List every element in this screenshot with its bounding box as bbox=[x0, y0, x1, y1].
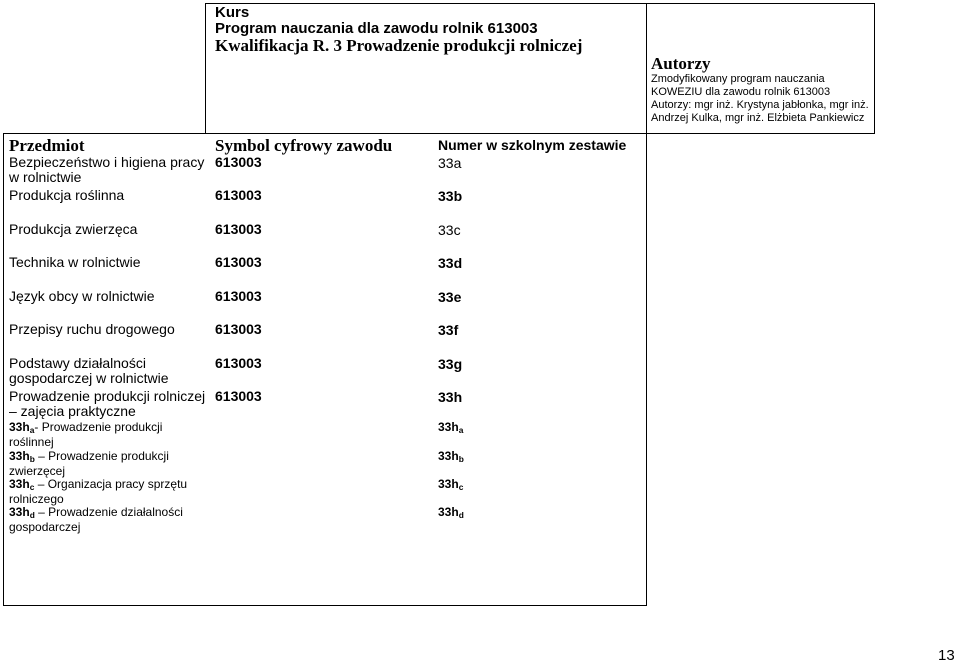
authors-line: Andrzej Kulka, mgr inż. Elżbieta Pankiewicz bbox=[651, 112, 865, 124]
rule-right-outer bbox=[874, 3, 875, 134]
subject-name: Podstawy działalności bbox=[9, 355, 146, 371]
subject-name-cont: – zajęcia praktyczne bbox=[9, 403, 136, 419]
set-number-sub: $33h_d$ bbox=[438, 505, 464, 521]
subject-name: Przepisy ruchu drogowego bbox=[9, 321, 175, 337]
set-number: 33b bbox=[438, 188, 463, 204]
set-number-sub: $33h_c$ bbox=[438, 477, 464, 493]
column-header-number: Numer w szkolnym zestawie bbox=[438, 137, 627, 153]
profession-code: 613003 bbox=[215, 221, 262, 237]
set-number: 33d bbox=[438, 255, 463, 271]
kurs-label: Kurs bbox=[215, 4, 250, 21]
practical-subitem: $33h_d$ – Prowadzenie działalności bbox=[9, 505, 183, 521]
subject-name-cont: w rolnictwie bbox=[9, 169, 82, 185]
set-number: 33e bbox=[438, 289, 462, 305]
practical-subitem-cont: gospodarczej bbox=[9, 520, 81, 534]
subject-name: Produkcja zwierzęca bbox=[9, 221, 138, 237]
set-number-sub: $33h_b$ bbox=[438, 449, 464, 465]
practical-subitem: $33h_c$ – Organizacja pracy sprzętu bbox=[9, 477, 188, 493]
column-header-subject: Przedmiot bbox=[9, 136, 85, 155]
set-number: 33f bbox=[438, 322, 459, 338]
profession-code: 613003 bbox=[215, 187, 262, 203]
rule-header-left bbox=[205, 3, 206, 134]
page-number: 13 bbox=[938, 647, 955, 663]
rule-left-outer bbox=[3, 133, 4, 606]
subject-name: Technika w rolnictwie bbox=[9, 254, 141, 270]
set-number: 33h bbox=[438, 389, 463, 405]
profession-code: 613003 bbox=[215, 321, 262, 337]
authors-line: Autorzy: mgr inż. Krystyna jabłonka, mgr inż. bbox=[651, 99, 869, 111]
profession-code: 613003 bbox=[215, 388, 262, 404]
set-number: 33a bbox=[438, 155, 462, 171]
profession-code: 613003 bbox=[215, 254, 262, 270]
column-header-code: Symbol cyfrowy zawodu bbox=[215, 136, 393, 155]
practical-subitem: $33h_b$ – Prowadzenie produkcji bbox=[9, 449, 169, 465]
program-title: Program nauczania dla zawodu rolnik 613003 bbox=[215, 20, 538, 37]
set-number: 33c bbox=[438, 222, 461, 238]
profession-code: 613003 bbox=[215, 288, 262, 304]
set-number-sub: $33h_a$ bbox=[438, 420, 464, 436]
subject-name: Prowadzenie produkcji rolniczej bbox=[9, 388, 206, 404]
rule-authors-bottom bbox=[646, 133, 875, 134]
profession-code: 613003 bbox=[215, 355, 262, 371]
subject-name: Bezpieczeństwo i higiena pracy bbox=[9, 154, 205, 170]
subject-name-cont: gospodarczej w rolnictwie bbox=[9, 370, 169, 386]
set-number: 33g bbox=[438, 356, 463, 372]
authors-line: Zmodyfikowany program nauczania bbox=[651, 73, 825, 85]
practical-subitem-cont: roślinnej bbox=[9, 435, 54, 449]
rule-top bbox=[205, 3, 875, 4]
subject-name: Produkcja roślinna bbox=[9, 187, 125, 203]
practical-subitem: $33h_a-$ Prowadzenie produkcji bbox=[9, 420, 163, 436]
profession-code: 613003 bbox=[215, 154, 262, 170]
practical-subitem-cont: zwierzęcej bbox=[9, 464, 66, 478]
subject-name: Język obcy w rolnictwie bbox=[9, 288, 155, 304]
rule-authors-left bbox=[646, 3, 647, 606]
qualification-title: Kwalifikacja R. 3 Prowadzenie produkcji rolniczej bbox=[215, 36, 583, 55]
rule-bottom bbox=[3, 605, 646, 606]
authors-line: KOWEZIU dla zawodu rolnik 613003 bbox=[651, 86, 831, 98]
practical-subitem-cont: rolniczego bbox=[9, 492, 64, 506]
authors-title: Autorzy bbox=[651, 54, 711, 73]
rule-subject-header-top bbox=[3, 133, 646, 134]
